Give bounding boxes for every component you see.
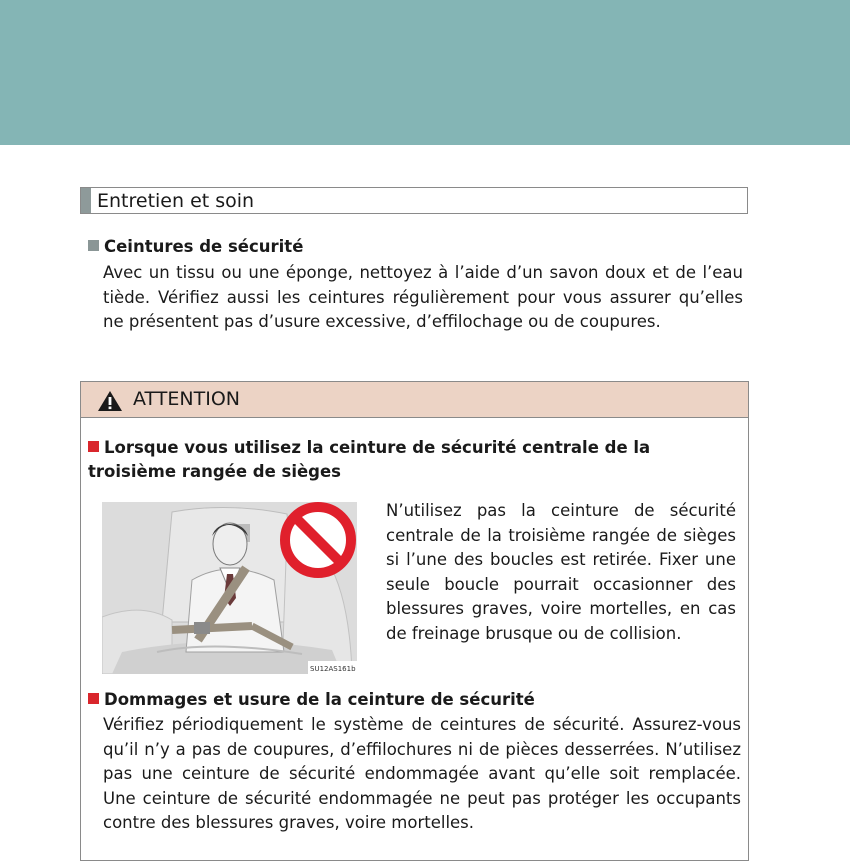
seatbelt-illustration [102,502,357,674]
warning-item2-heading-label: Dommages et usure de la ceinture de sécurité [104,690,535,709]
warning-item2-heading [88,690,535,710]
image-code: SU12AS161b [310,665,356,673]
gray-square-icon [88,240,99,251]
top-color-band [0,0,850,145]
warning-triangle-icon [97,390,123,412]
warning-item2-paragraph: Vérifiez périodiquement le système de ceintures de sécurité. Assurez-vous qu’il n’y a pas de coupures, d’effilochures ni de pièces desserrées. N’utilisez pas une ceinture de sécurité endommagée avant qu’elle soit remplacée. Une ceinture de sécurité endommagée ne peut pas protéger les occupants contre des blessures graves, voire mortelles. [103,715,741,832]
seat-person-illustration [102,502,357,674]
warning-item1-paragraph: N’utilisez pas la ceinture de sécurité centrale de la troisième rangée de sièges si l’une des boucles est retirée. Fixer une seule boucle pourrait occasionner des blessures graves, voire mortelles, en cas de freinage brusque ou de collision. [386,501,736,643]
section-header-bar [81,188,91,213]
section-header [80,187,748,214]
seatbelts-heading-label: Ceintures de sécurité [104,237,304,256]
warning-item1-heading-label: Lorsque vous utilisez la ceinture de sécurité centrale de la troisième rangée de sièges [88,438,651,481]
seatbelts-paragraph: Avec un tissu ou une éponge, nettoyez à l’aide d’un savon doux et de l’eau tiède. Vérifiez aussi les ceintures régulièrement pour vous assurer qu’elles ne présentent pas d’usure excessive, d’effilochage ou de coupures. [103,263,743,331]
red-square-icon [88,693,99,704]
warning-item1-heading [88,436,743,484]
red-square-icon [88,441,99,452]
seatbelts-heading [88,237,303,257]
warning-label: ATTENTION [133,388,240,410]
section-title: Entretien et soin [97,190,255,212]
warning-header [81,382,748,418]
